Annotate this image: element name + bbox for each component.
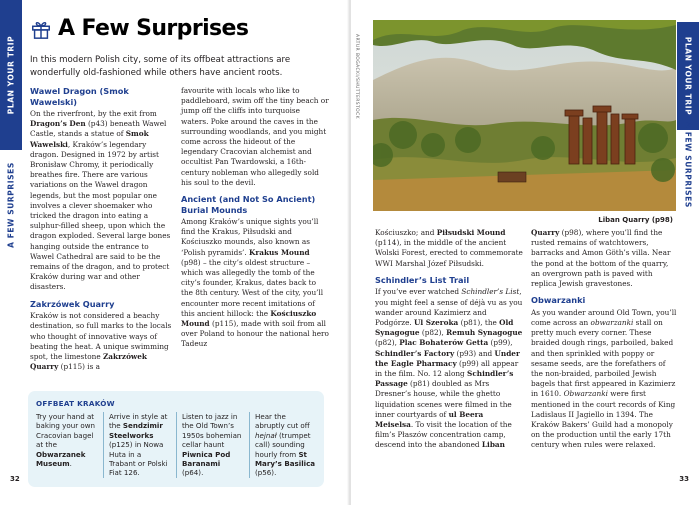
offbeat-item: Hear the abruptly cut off hejnał (trumpet call) sounding hourly from St Mary’s Basilica (p56). [249, 412, 316, 478]
heading-wawel-dragon: Wawel Dragon (Smok Wawelski) [30, 86, 129, 107]
body-burial-mounds: Among Kraków’s unique sights you’ll find the Krakus, Piłsudski and Kościuszko mounds, also known as ‘Polish pyramids’. Krakus Mound (p98) – the city’s oldest structure – which was allegedly the tomb of the city’s founder, Krakus, dates back to the 8th century. West of the city, you’ll encounter more recent imitations of this ancient hillock: the Kościuszko Mound (p115), made with soil from all over Poland to honour the national hero Tadeuz [181, 217, 329, 349]
offbeat-title: OFFBEAT KRAKÓW [36, 399, 115, 408]
page-number: 32 [10, 475, 20, 483]
gift-icon [30, 18, 52, 40]
heading-burial-mounds: Ancient (and Not So Ancient) Burial Mounds [181, 194, 316, 215]
photo-credit: ARTUR BOGACKI/SHUTTERSTOCK [354, 34, 359, 120]
column-right-2 [531, 228, 677, 451]
tab-label-plan: PLAN YOUR TRIP [6, 35, 16, 115]
heading-obwarzanki: Obwarzanki [531, 295, 586, 306]
heading-schindler: Schindler’s List Trail [375, 274, 470, 285]
offbeat-columns [36, 412, 316, 478]
heading-zakrzowek: Zakrzówek Quarry [30, 298, 115, 309]
column-right-1 [375, 228, 523, 451]
body-mounds-continued: Kościuszko; and Piłsudski Mound (p114), in the middle of the ancient Wolski Forest, erected to commemorate WWI Marshal Józef Piłsudski. [375, 228, 523, 268]
side-tab [677, 0, 699, 505]
body-zakrzowek-part1: Kraków is not considered a beachy destination, so full marks to the locals who thought of innovative ways of beating the heat. A unique swimming spot, the limestone Zakrzówek Quarry (p115) is a [30, 311, 172, 372]
body-schindler-continued: Quarry (p98), where you’ll find the rusted remains of watchtowers, barracks and Amon Göth’s villa. Near the pond at the bottom of the quarry, an overgrown path is paved with replica Jewish gravestones. [531, 228, 671, 289]
body-wawel-dragon: On the riverfront, by the exit from Dragon’s Den (p43) beneath Wawel Castle, stands a statue of Smok Wawelski, Kraków’s legendary dragon. Designed in 1972 by artist Bronisław Chromy, it periodically breathes fire. There are various variations on the Wawel dragon legends, but the most popular one involves a clever shoemaker who tricked the dragon into eating a sulphur-filled sheep, upon which the dragon exploded. Several large bones hanging outside the entrance to Wawel Cathedral are said to be the remains of the dragon, and to protect Kraków during war and other disasters. [30, 109, 171, 292]
tab-label-section: A FEW SURPRISES [6, 162, 16, 248]
body-zakrzowek-part2: favourite with locals who like to paddleboard, swim off the tiny beach or jump off the cliffs into turquoise waters. Poke around the caves in the surrounding woodlands, and you might come across the hideout of the legendary Cracovian alchemist and occultist Pan Twardowski, a 16th-century nobleman who allegedly sold his soul to the devil. [181, 86, 329, 187]
body-schindler: If you’ve ever watched Schindler’s List, you might feel a sense of déjà vu as you wander around Kazimierz and Podgórze. Ul Szeroka (p81), the Old Synagogue (p82), Remuh Synagogue (p82), Plac Bohaterów Getta (p99), Schindler’s Factory (p93) and Under the Eagle Pharmacy (p99) all appear in the film. No. 12 along Schindler’s Passage (p81) doubled as Mrs Dresner’s house, while the ghetto liquidation scenes were filmed in the inner courtyards of ul Beera Meiselsa. To visit the location of the film’s Płaszów concentration camp, descend into the abandoned Liban [375, 287, 523, 450]
page-title: A Few Surprises [58, 16, 249, 41]
tab-label-section: A FEW SURPRISES [683, 122, 693, 208]
title-row [30, 16, 248, 41]
offbeat-item: Listen to jazz in the Old Town’s 1950s bohemian cellar haunt Piwnica Pod Baranami (p64). [176, 412, 243, 478]
body-obwarzanki: As you wander around Old Town, you’ll come across an obwarzanki stall on pretty much every corner. These braided dough rings, parboiled, baked and then sprinkled with poppy or sesame seeds, are the forefathers of the non-braided, parboiled Jewish bagels that first appeared in Kazimierz in 1610. Obwarzanki were first mentioned in the court records of King Ladislaus II Jagiello in 1394. The Kraków Bakers’ Guild had a monopoly on the production until the early 17th century when rules were relaxed. [531, 307, 677, 450]
column-left-1 [30, 86, 172, 372]
right-page [351, 0, 699, 505]
tab-label-plan: PLAN YOUR TRIP [683, 36, 693, 116]
offbeat-item: Try your hand at baking your own Cracovian bagel at the Obwarzanek Museum. [36, 412, 96, 469]
tab-block-top [677, 22, 699, 130]
offbeat-item: Arrive in style at the Sendzimir Steelworks (p125) in Nowa Huta in a Trabant or Polski Fiat 126. [103, 412, 170, 478]
intro-text: In this modern Polish city, some of its offbeat attractions are wonderfully old-fashioned while others have ancient roots. [30, 55, 291, 78]
offbeat-box [28, 391, 324, 487]
photo-caption: Liban Quarry (p98) [598, 216, 673, 224]
left-page [0, 0, 349, 505]
side-tab [0, 0, 22, 505]
column-left-2 [181, 86, 329, 350]
page-number: 33 [679, 475, 689, 483]
tab-block-top [0, 0, 22, 150]
quarry-photo [373, 20, 676, 211]
